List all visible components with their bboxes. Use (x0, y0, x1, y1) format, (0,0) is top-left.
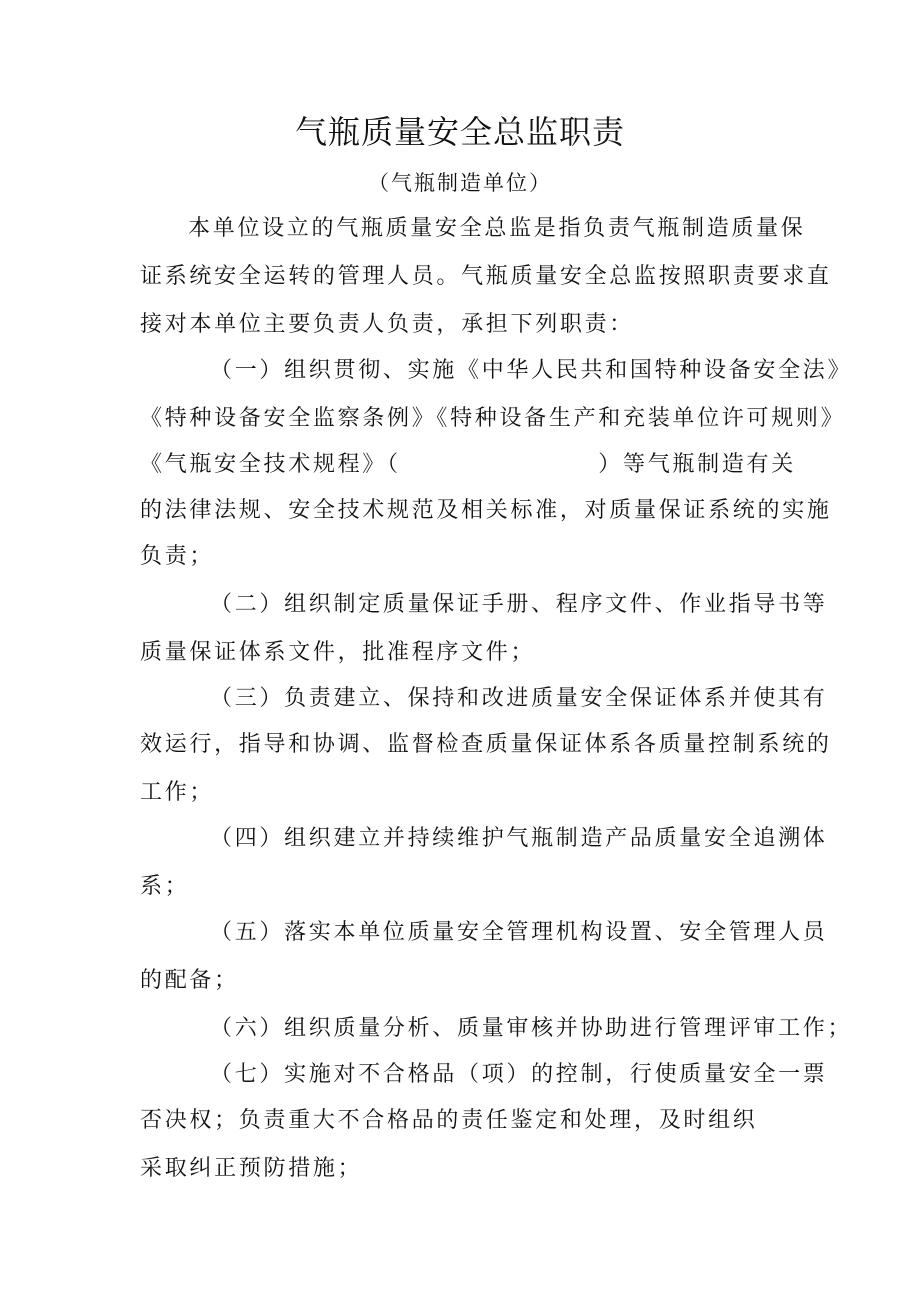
text-line: （三）负责建立、保持和改进质量安全保证体系并使其有 (210, 686, 828, 711)
text-line: 系； (140, 874, 190, 899)
text-line: 质量保证体系文件，批准程序文件； (140, 640, 536, 665)
text-line: （四）组织建立并持续维护气瓶制造产品质量安全追溯体 (210, 826, 828, 851)
text-line: 《特种设备安全监察条例》《特种设备生产和充装单位许可规则》 (140, 406, 846, 431)
text-line: 的配备； (140, 968, 239, 993)
text-line: （七）实施对不合格品（项）的控制，行使质量安全一票 (210, 1062, 828, 1087)
text-line: 工作； (140, 780, 215, 805)
text-line: （一）组织贯彻、实施《中华人民共和国特种设备安全法》 (210, 358, 853, 383)
text-line: 接对本单位主要负责人负责，承担下列职责： (140, 312, 635, 337)
text-line: 本单位设立的气瓶质量安全总监是指负责气瓶制造质量保 (188, 216, 806, 241)
document-subtitle: （气瓶制造单位） (368, 171, 552, 195)
text-line: （二）组织制定质量保证手册、程序文件、作业指导书等 (210, 592, 828, 617)
text-line: 否决权；负责重大不合格品的责任鉴定和处理，及时组织 (140, 1108, 758, 1133)
text-line: 证系统安全运转的管理人员。气瓶质量安全总监按照职责要求直 (140, 264, 832, 289)
text-line: 采取纠正预防措施； (140, 1156, 363, 1181)
text-line: （六）组织质量分析、质量审核并协助进行管理评审工作； (210, 1016, 853, 1041)
document-title: 气瓶质量安全总监职责 (294, 113, 625, 151)
text-line: （五）落实本单位质量安全管理机构设置、安全管理人员 (210, 920, 828, 945)
text-line: 效运行，指导和协调、监督检查质量保证体系各质量控制系统的 (140, 732, 832, 757)
text-line: 负责； (140, 544, 215, 569)
text-line: 的法律法规、安全技术规范及相关标准，对质量保证系统的实施 (140, 498, 832, 523)
text-line: 《气瓶安全技术规程》（ ）等气瓶制造有关 (140, 452, 796, 477)
